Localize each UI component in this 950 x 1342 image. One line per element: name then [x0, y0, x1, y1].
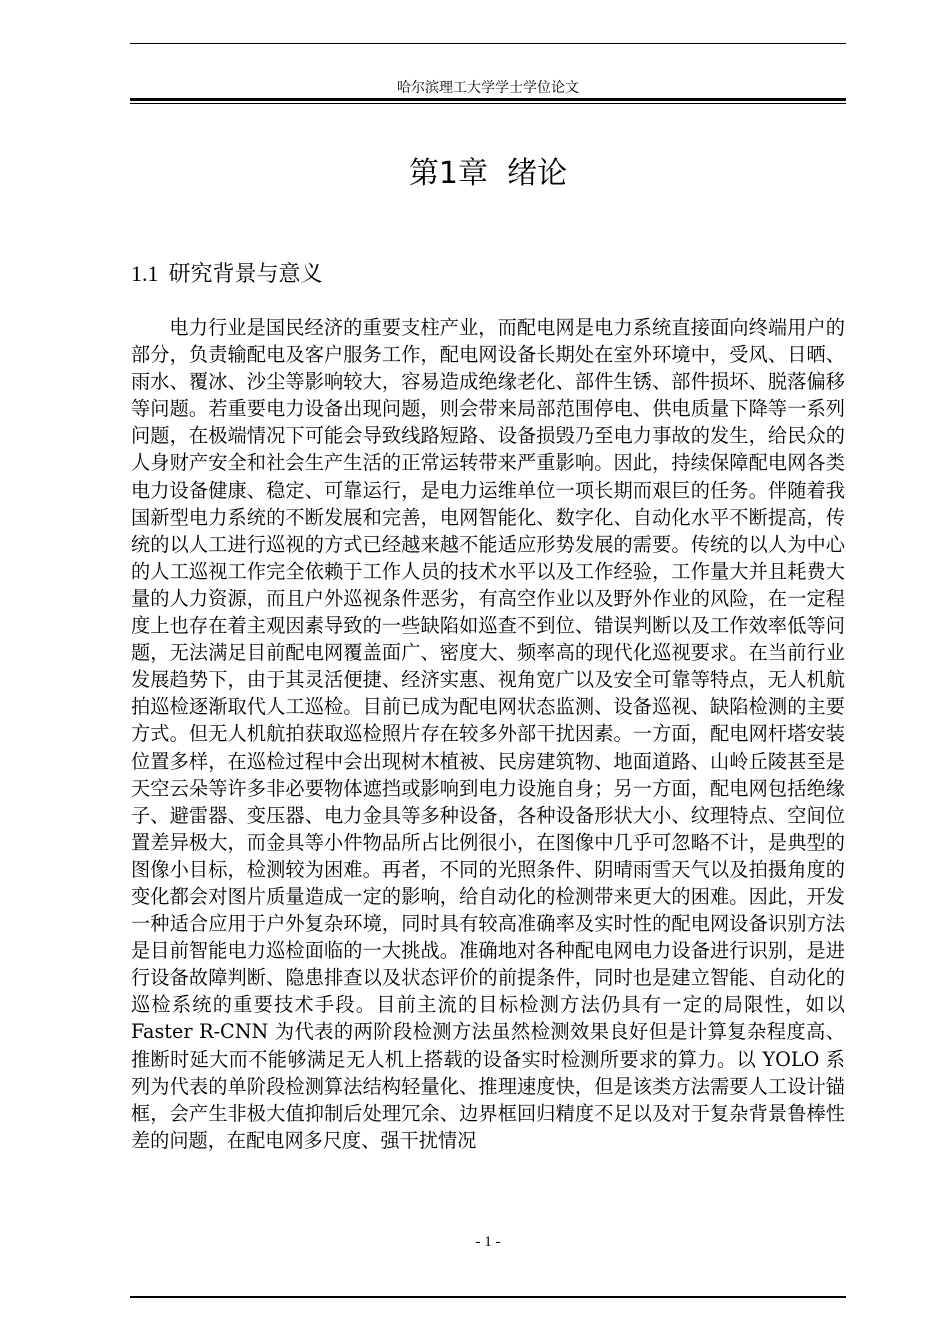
header-rule-thick [130, 98, 846, 101]
top-rule [130, 43, 846, 44]
chapter-title: 第1章 绪论 [408, 156, 568, 191]
footer-rule [130, 1296, 846, 1298]
section-heading [131, 256, 323, 293]
page-number: - 1 - [475, 1234, 501, 1250]
header-rule-thin [130, 103, 846, 104]
section-title: 研究背景与意义 [168, 262, 323, 287]
body-paragraph: 电力行业是国民经济的重要支柱产业，而配电网是电力系统直接面向终端用户的部分，负责输配电及客户服务工作，配电网设备长期处在室外环境中，受风、日晒、雨水、覆冰、沙尘等影响较大，容易造成绝缘老化、部件生锈、部件损坏、脱落偏移等问题。若重要电力设备出现问题，则会带来局部范围停电、供电质量下降等一系列问题，在极端情况下可能会导致线路短路、设备损毁乃至电力事故的发生，给民众的人身财产安全和社会生产生活的正常运转带来严重影响。因此，持续保障配电网各类电力设备健康、稳定、可靠运行，是电力运维单位一项长期而艰巨的任务。伴随着我国新型电力系统的不断发展和完善，电网智能化、数字化、自动化水平不断提高，传统的以人工进行巡视的方式已经越来越不能适应形势发展的需要。传统的以人为中心的人工巡视工作完全依赖于工作人员的技术水平以及工作经验，工作量大并且耗费大量的人力资源，而且户外巡视条件恶劣，有高空作业以及野外作业的风险，在一定程度上也存在着主观因素导致的一些缺陷如巡查不到位、错误判断以及工作效率低等问题，无法满足目前配电网覆盖面广、密度大、频率高的现代化巡视要求。在当前行业发展趋势下，由于其灵活便捷、经济实惠、视角宽广以及安全可靠等特点，无人机航拍巡检逐渐取代人工巡检。目前已成为配电网状态监测、设备巡视、缺陷检测的主要方式。但无人机航拍获取巡检照片存在较多外部干扰因素。一方面，配电网杆塔安装位置多样，在巡检过程中会出现树木植被、民房建筑物、地面道路、山岭丘陵甚至是天空云朵等许多非必要物体遮挡或影响到电力设施自身；另一方面，配电网包括绝缘子、避雷器、变压器、电力金具等多种设备，各种设备形状大小、纹理特点、空间位置差异极大，而金具等小件物品所占比例很小，在图像中几乎可忽略不计，是典型的图像小目标，检测较为困难。再者，不同的光照条件、阴晴雨雪天气以及拍摄角度的变化都会对图片质量造成一定的影响，给自动化的检测带来更大的困难。因此，开发一种适合应用于户外复杂环境，同时具有较高准确率及实时性的配电网设备识别方法是目前智能电力巡检面临的一大挑战。准确地对各种配电网电力设备进行识别，是进行设备故障判断、隐患排查以及状态评价的前提条件，同时也是建立智能、自动化的巡检系统的重要技术手段。目前主流的目标检测方法仍具有一定的局限性，如以 Faster R-CNN 为代表的两阶段检测方法虽然检测效果良好但是计算复杂程度高、推断时延大而不能够满足无人机上搭载的设备实时检测所要求的算力。以 YOLO 系列为代表的单阶段检测算法结构轻量化、推理速度快，但是该类方法需要人工设计锚框，会产生非极大值抑制后处理冗余、边界框回归精度不足以及对于复杂背景鲁棒性差的问题，在配电网多尺度、强干扰情况 [131, 316, 845, 1152]
section-number: 1.1 [131, 261, 159, 286]
running-header: 哈尔滨理工大学学士学位论文 [397, 80, 579, 96]
